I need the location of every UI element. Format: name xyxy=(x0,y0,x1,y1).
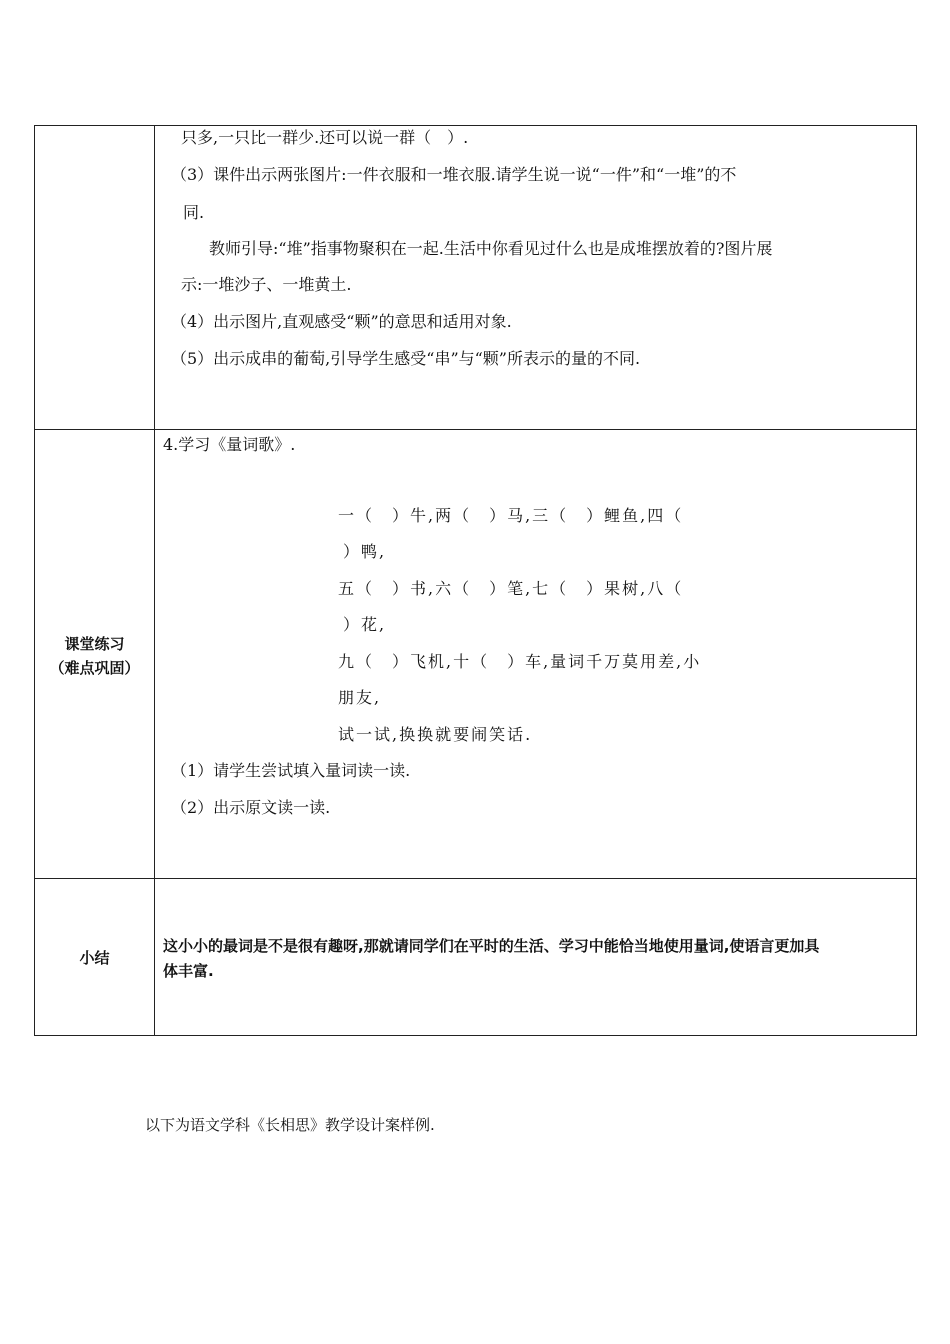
row-divider xyxy=(34,429,917,430)
upper-line: （3）课件出示两张图片:一件衣服和一堆衣服.请学生说一说“一件”和“一堆”的不 xyxy=(171,165,737,184)
practice-step: （2）出示原文读一读. xyxy=(171,798,331,817)
practice-label xyxy=(35,632,154,680)
practice-step: （1）请学生尝试填入量词读一读. xyxy=(171,761,411,780)
upper-line: 只多,一只比一群少.还可以说一群（ ）. xyxy=(181,128,469,147)
song-line: 一（ ）牛,两（ ）马,三（ ）鲤鱼,四（ xyxy=(338,506,684,525)
footer-text: 以下为语文学科《长相思》教学设计案样例. xyxy=(145,1116,435,1134)
song-line: 九（ ）飞机,十（ ）车,量词千万莫用差,小 xyxy=(338,652,702,671)
upper-line: 同. xyxy=(183,203,205,222)
summary-label: 小结 xyxy=(79,949,110,967)
upper-line: 教师引导:“堆”指事物聚积在一起.生活中你看见过什么也是成堆摆放着的?图片展 xyxy=(209,239,773,258)
table-border-left xyxy=(34,125,35,1036)
song-line: ）鸭, xyxy=(343,542,387,561)
table-border-right xyxy=(916,125,917,1036)
song-line: 试一试,换换就要闹笑话. xyxy=(338,725,533,744)
upper-line: 示:一堆沙子、一堆黄土. xyxy=(181,275,352,294)
song-line: 五（ ）书,六（ ）笔,七（ ）果树,八（ xyxy=(338,579,684,598)
upper-line: （5）出示成串的葡萄,引导学生感受“串”与“颗”所表示的量的不同. xyxy=(171,349,641,368)
practice-heading: 4.学习《量词歌》. xyxy=(163,435,296,454)
row-divider xyxy=(34,878,917,879)
summary-text: 体丰富. xyxy=(163,962,214,980)
song-line: 朋友, xyxy=(338,688,382,707)
table-border-bottom xyxy=(34,1035,917,1036)
summary-text: 这小小的最词是不是很有趣呀,那就请同学们在平时的生活、学习中能恰当地使用量词,使语言更加具 xyxy=(163,937,820,955)
table-border-top xyxy=(34,125,917,126)
song-line: ）花, xyxy=(343,615,387,634)
column-divider xyxy=(154,125,155,1036)
practice-label-line1: 课堂练习 xyxy=(64,635,125,653)
upper-line: （4）出示图片,直观感受“颗”的意思和适用对象. xyxy=(171,312,512,331)
practice-label-line2: （难点巩固） xyxy=(49,659,140,677)
